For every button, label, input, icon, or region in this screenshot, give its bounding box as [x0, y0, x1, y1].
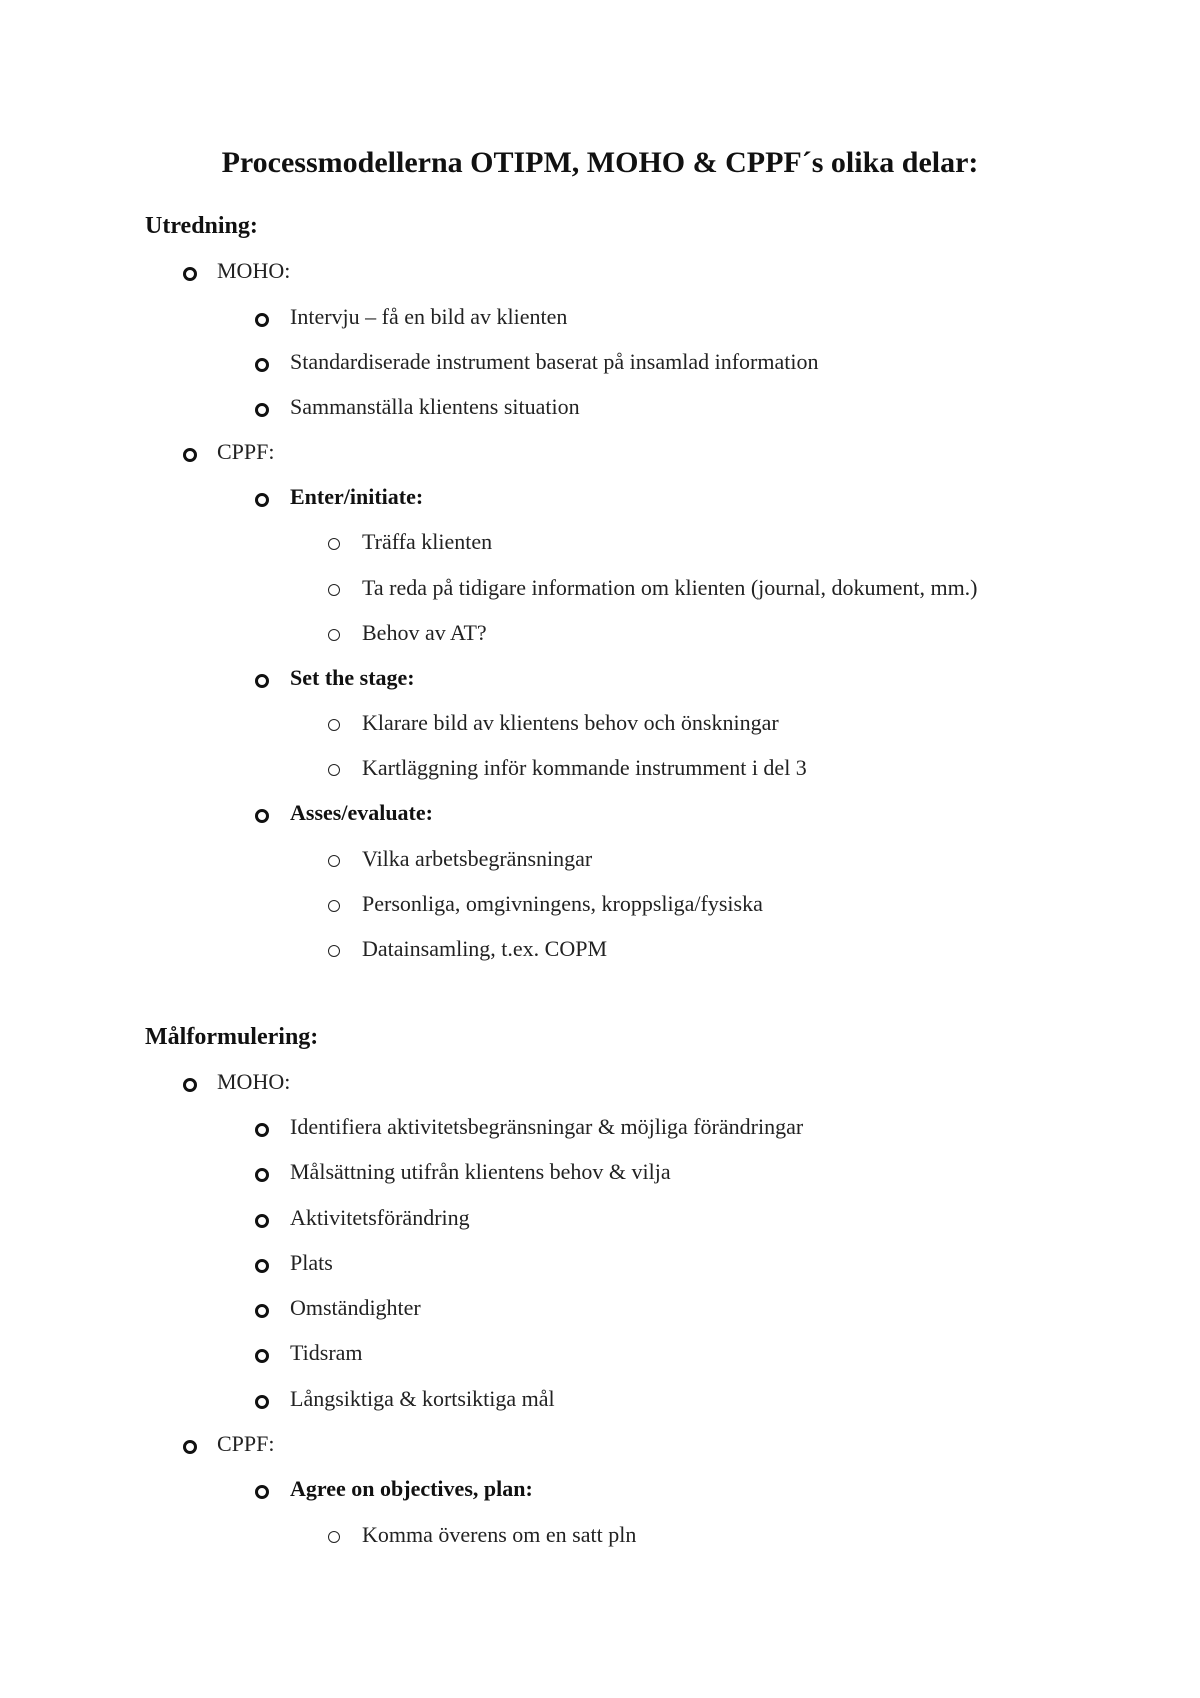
list-item: Vilka arbetsbegränsningar: [362, 846, 593, 871]
bullet-icon: [328, 764, 340, 776]
bullet-icon: [183, 1078, 197, 1092]
list-item-label: CPPF:: [217, 1431, 275, 1456]
list-item: Personliga, omgivningens, kroppsliga/fysiska: [362, 891, 763, 916]
bullet-icon: [255, 358, 269, 372]
bullet-icon: [328, 945, 340, 957]
bullet-icon: [255, 1123, 269, 1137]
bullet-icon: [328, 538, 340, 550]
bullet-icon: [255, 1485, 269, 1499]
bullet-icon: [328, 719, 340, 731]
bullet-icon: [255, 1259, 269, 1273]
list-item: Behov av AT?: [362, 620, 487, 645]
bullet-icon: [255, 493, 269, 507]
section-heading-utredning: Utredning:: [145, 213, 258, 239]
bullet-icon: [255, 403, 269, 417]
list-item: Standardiserade instrument baserat på insamlad information: [290, 349, 819, 374]
list-item: Kartläggning inför kommande instrumment i del 3: [362, 755, 807, 780]
list-item: Målsättning utifrån klientens behov & vilja: [290, 1159, 671, 1184]
list-item: Omständighter: [290, 1295, 421, 1320]
list-item: Aktivitetsförändring: [290, 1205, 470, 1230]
bullet-icon: [255, 1214, 269, 1228]
list-item: Intervju – få en bild av klienten: [290, 304, 568, 329]
list-item-label: CPPF:: [217, 439, 275, 464]
list-item: Träffa klienten: [362, 529, 493, 554]
list-item-label: MOHO:: [217, 1069, 291, 1094]
list-item: Plats: [290, 1250, 333, 1275]
list-item: Klarare bild av klientens behov och önskningar: [362, 710, 779, 735]
list-item: Datainsamling, t.ex. COPM: [362, 936, 608, 961]
sublist-heading: Enter/initiate:: [290, 484, 424, 509]
bullet-icon: [255, 313, 269, 327]
sublist-heading: Set the stage:: [290, 665, 415, 690]
bullet-icon: [328, 855, 340, 867]
bullet-icon: [183, 448, 197, 462]
bullet-icon: [255, 1395, 269, 1409]
bullet-icon: [255, 809, 269, 823]
bullet-icon: [255, 1168, 269, 1182]
list-item: Ta reda på tidigare information om klienten (journal, dokument, mm.): [362, 575, 978, 600]
section-heading-malformulering: Målformulering:: [145, 1024, 319, 1050]
list-item: Identifiera aktivitetsbegränsningar & möjliga förändringar: [290, 1114, 804, 1139]
bullet-icon: [255, 1304, 269, 1318]
bullet-icon: [328, 629, 340, 641]
sublist-heading: Asses/evaluate:: [290, 800, 433, 825]
bullet-icon: [255, 674, 269, 688]
bullet-icon: [255, 1349, 269, 1363]
bullet-icon: [328, 584, 340, 596]
sublist-heading: Agree on objectives, plan:: [290, 1476, 533, 1501]
list-item: Tidsram: [290, 1340, 363, 1365]
document-title: Processmodellerna OTIPM, MOHO & CPPF´s olika delar:: [221, 146, 979, 179]
list-item: Långsiktiga & kortsiktiga mål: [290, 1386, 555, 1411]
list-item-label: MOHO:: [217, 258, 291, 283]
bullet-icon: [328, 900, 340, 912]
bullet-icon: [183, 1440, 197, 1454]
bullet-icon: [328, 1531, 340, 1543]
bullet-icon: [183, 267, 197, 281]
list-item: Sammanställa klientens situation: [290, 394, 580, 419]
list-item: Komma överens om en satt pln: [362, 1522, 637, 1547]
